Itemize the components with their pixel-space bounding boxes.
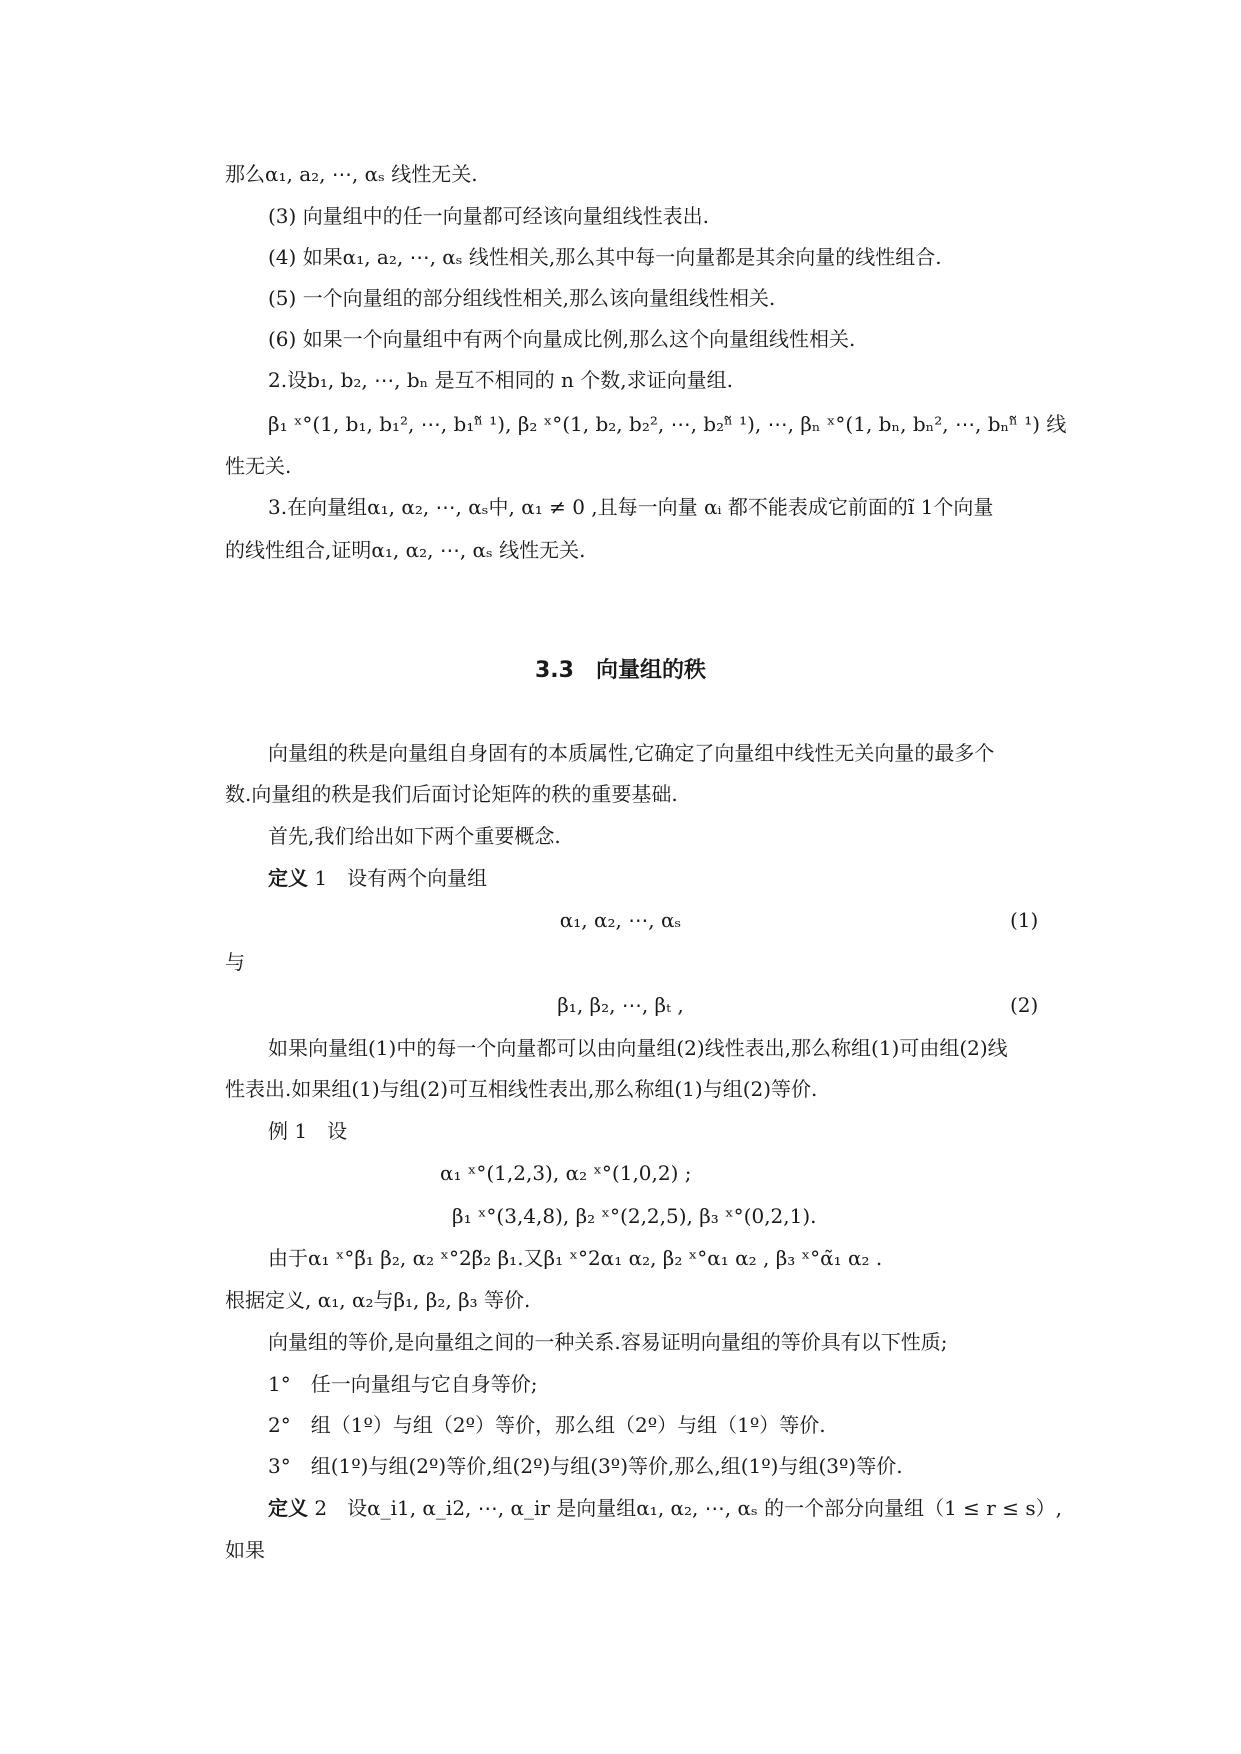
- paragraph-2: 首先,我们给出如下两个重要概念.: [268, 824, 561, 848]
- exercise-item-3: (3) 向量组中的任一向量都可经该向量组线性表出.: [268, 204, 710, 228]
- paragraph-4b: 根据定义, α₁, α₂与β₁, β₂, β₃ 等价.: [225, 1288, 531, 1312]
- equation-2-number: (2): [1010, 993, 1039, 1017]
- example-1-equation-1: α₁ ˣ°(1,2,3), α₂ ˣ°(1,0,2) ;: [440, 1161, 692, 1185]
- paragraph-1a: 向量组的秩是向量组自身固有的本质属性,它确定了向量组中线性无关向量的最多个: [268, 741, 995, 765]
- property-3: 3° 组(1º)与组(2º)等价,组(2º)与组(3º)等价,那么,组(1º)与组(3º)等价.: [268, 1454, 903, 1478]
- connector-yu: 与: [225, 950, 245, 974]
- paragraph-4a: 由于α₁ ˣ°β̃₁ β₂, α₂ ˣ°2β̃₂ β₁.又β₁ ˣ°2α₁ α₂, β₂ ˣ°α₁ α₂ , β₃ ˣ°α̃₁ α₂ .: [268, 1246, 883, 1270]
- exercise-3-cont: 的线性组合,证明α₁, α₂, ⋯, αₛ 线性无关.: [225, 538, 586, 562]
- example-1-equation-2: β₁ ˣ°(3,4,8), β₂ ˣ°(2,2,5), β₃ ˣ°(0,2,1).: [452, 1204, 817, 1228]
- definition-2-label: 定义: [268, 1496, 308, 1520]
- definition-1-text: 1 设有两个向量组: [308, 866, 488, 890]
- section-title: 3.3 向量组的秩: [535, 658, 706, 683]
- definition-2-text: 2 设α_i1, α_i2, ⋯, α_ir 是向量组α₁, α₂, ⋯, αₛ 的一个部分向量组（1 ≤ r ≤ s）,: [308, 1496, 1062, 1520]
- exercise-2-cont: 性无关.: [225, 454, 292, 478]
- paragraph-3a: 如果向量组(1)中的每一个向量都可以由向量组(2)线性表出,那么称组(1)可由组(2)线: [268, 1036, 1008, 1060]
- exercise-3: 3.在向量组α₁, α₂, ⋯, αₛ中, α₁ ≠ 0 ,且每一向量 αᵢ 都不能表成它前面的ĩ 1个向量: [268, 495, 994, 519]
- exercise-item-6: (6) 如果一个向量组中有两个向量成比例,那么这个向量组线性相关.: [268, 327, 856, 351]
- exercise-line: 那么α₁, a₂, ⋯, αₛ 线性无关.: [225, 162, 478, 186]
- example-1-label: 例 1 设: [268, 1119, 348, 1143]
- equation-1-number: (1): [1010, 908, 1039, 932]
- definition-2: [268, 1494, 1062, 1522]
- paragraph-1b: 数.向量组的秩是我们后面讨论矩阵的秩的重要基础.: [225, 782, 678, 806]
- property-1: 1° 任一向量组与它自身等价;: [268, 1372, 538, 1396]
- property-2: 2° 组（1º）与组（2º）等价，那么组（2º）与组（1º）等价.: [268, 1413, 826, 1437]
- equation-2: β₁, β₂, ⋯, βₜ ,: [557, 993, 684, 1017]
- definition-1-label: 定义: [268, 866, 308, 890]
- paragraph-5: 向量组的等价,是向量组之间的一种关系.容易证明向量组的等价具有以下性质;: [268, 1330, 948, 1354]
- paragraph-3b: 性表出.如果组(1)与组(2)可互相线性表出,那么称组(1)与组(2)等价.: [225, 1077, 818, 1101]
- exercise-item-5: (5) 一个向量组的部分组线性相关,那么该向量组线性相关.: [268, 286, 776, 310]
- exercise-2-formula: β₁ ˣ°(1, b₁, b₁², ⋯, b₁ⁿ̃ ¹), β₂ ˣ°(1, b₂, b₂², ⋯, b₂ⁿ̃ ¹), ⋯, βₙ ˣ°(1, bₙ, bₙ², ⋯, bₙⁿ̃ ¹) 线: [268, 412, 1067, 436]
- exercise-item-4: (4) 如果α₁, a₂, ⋯, αₛ 线性相关,那么其中每一向量都是其余向量的线性组合.: [268, 245, 942, 269]
- equation-1: α₁, α₂, ⋯, αₛ: [559, 908, 682, 932]
- definition-1: [268, 864, 487, 892]
- exercise-2: 2.设b₁, b₂, ⋯, bₙ 是互不相同的 n 个数,求证向量组.: [268, 368, 733, 392]
- definition-2-cont: 如果: [225, 1538, 265, 1562]
